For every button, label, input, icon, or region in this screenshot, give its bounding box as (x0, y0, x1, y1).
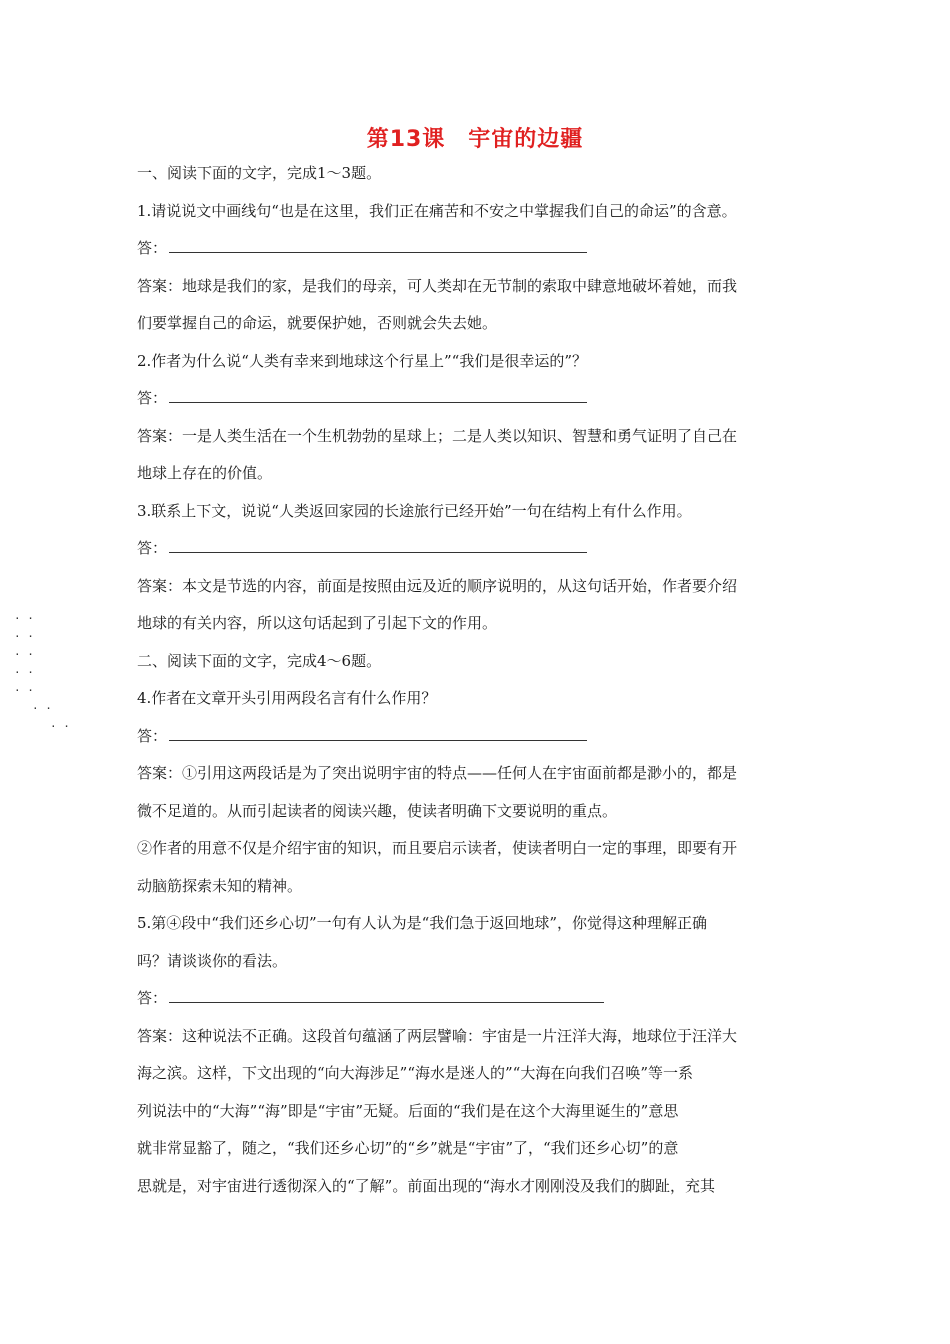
answer-blank-a5-blank[interactable] (137, 983, 817, 1021)
answer-prefix: 答： (137, 539, 168, 557)
text-line-a2-2: 地球上存在的价值。 (137, 464, 273, 482)
answer-prefix: 答： (137, 239, 168, 257)
text-line-a4-2: 微不足道的。从而引起读者的阅读兴趣，使读者明确下文要说明的重点。 (137, 801, 618, 820)
text-line-a4-3: ②作者的用意不仅是介绍宇宙的知识，而且要启示读者，使读者明白一定的事理，即要有开 (137, 839, 738, 857)
text-line-a5-3: 列说法中的“大海”“海”即是“宇宙”无疑。后面的“我们是在这个大海里诞生的”意思 (137, 1101, 679, 1120)
text-line-a5-2: 海之滨。这样，下文出现的“向大海涉足”“海水是迷人的”“大海在向我们召唤”等一系 (137, 1064, 694, 1082)
text-line-q2: 2.作者为什么说“人类有幸来到地球这个行星上”“我们是很幸运的”？ (137, 351, 587, 370)
answer-underline[interactable] (169, 388, 587, 403)
answer-blank-a4-blank[interactable] (137, 721, 817, 759)
text-line-s2: 二、阅读下面的文字，完成4～6题。 (137, 651, 382, 670)
text-line-a1-2: 们要掌握自己的命运，就要保护她，否则就会失去她。 (137, 314, 498, 332)
answer-underline[interactable] (169, 238, 587, 253)
text-line-a2-1: 答案：一是人类生活在一个生机勃勃的星球上；二是人类以知识、智慧和勇气证明了自己在 (137, 426, 738, 445)
answer-underline[interactable] (169, 726, 587, 741)
text-line-q3: 3.联系上下文，说说“人类返回家园的长途旅行已经开始”一句在结构上有什么作用。 (137, 501, 692, 520)
answer-prefix: 答： (137, 989, 168, 1007)
text-line-q4: 4.作者在文章开头引用两段名言有什么作用？ (137, 689, 437, 707)
answer-blank-a1-blank[interactable] (137, 233, 817, 271)
text-line-a3-2: 地球的有关内容，所以这句话起到了引起下文的作用。 (137, 614, 498, 632)
document-body (137, 158, 817, 1208)
text-line-a4-4: 动脑筋探索未知的精神。 (137, 876, 303, 895)
text-line-a5-5: 思就是，对宇宙进行透彻深入的“了解”。前面出现的“海水才刚刚没及我们的脚趾，充其 (137, 1176, 716, 1195)
text-line-a3-1: 答案：本文是节选的内容，前面是按照由远及近的顺序说明的，从这句话开始，作者要介绍 (137, 576, 738, 595)
answer-underline[interactable] (169, 538, 587, 553)
answer-prefix: 答： (137, 726, 168, 745)
answer-blank-a2-blank[interactable] (137, 383, 817, 421)
margin-dots-decoration: · · · · · · · · · · · · · · (14, 612, 70, 733)
text-line-s1: 一、阅读下面的文字，完成1～3题。 (137, 164, 382, 182)
text-line-a4-1: 答案：①引用这两段话是为了突出说明宇宙的特点——任何人在宇宙面前都是渺小的，都是 (137, 764, 738, 782)
answer-blank-a3-blank[interactable] (137, 533, 817, 571)
answer-prefix: 答： (137, 389, 168, 407)
text-line-q1: 1.请说说文中画线句“也是在这里，我们正在痛苦和不安之中掌握我们自己的命运”的含意。 (137, 201, 737, 220)
text-line-q5-1: 5.第④段中“我们还乡心切”一句有人认为是“我们急于返回地球”，你觉得这种理解正确 (137, 914, 707, 932)
answer-underline[interactable] (169, 988, 604, 1003)
text-line-q5-2: 吗？请谈谈你的看法。 (137, 951, 288, 970)
text-line-a5-1: 答案：这种说法不正确。这段首句蕴涵了两层譬喻：宇宙是一片汪洋大海，地球位于汪洋大 (137, 1026, 738, 1045)
text-line-a1-1: 答案：地球是我们的家，是我们的母亲，可人类却在无节制的索取中肆意地破坏着她，而我 (137, 276, 738, 295)
text-line-a5-4: 就非常显豁了，随之，“我们还乡心切”的“乡”就是“宇宙”了，“我们还乡心切”的意 (137, 1139, 679, 1157)
page-title: 第13课 宇宙的边疆 (366, 127, 584, 152)
